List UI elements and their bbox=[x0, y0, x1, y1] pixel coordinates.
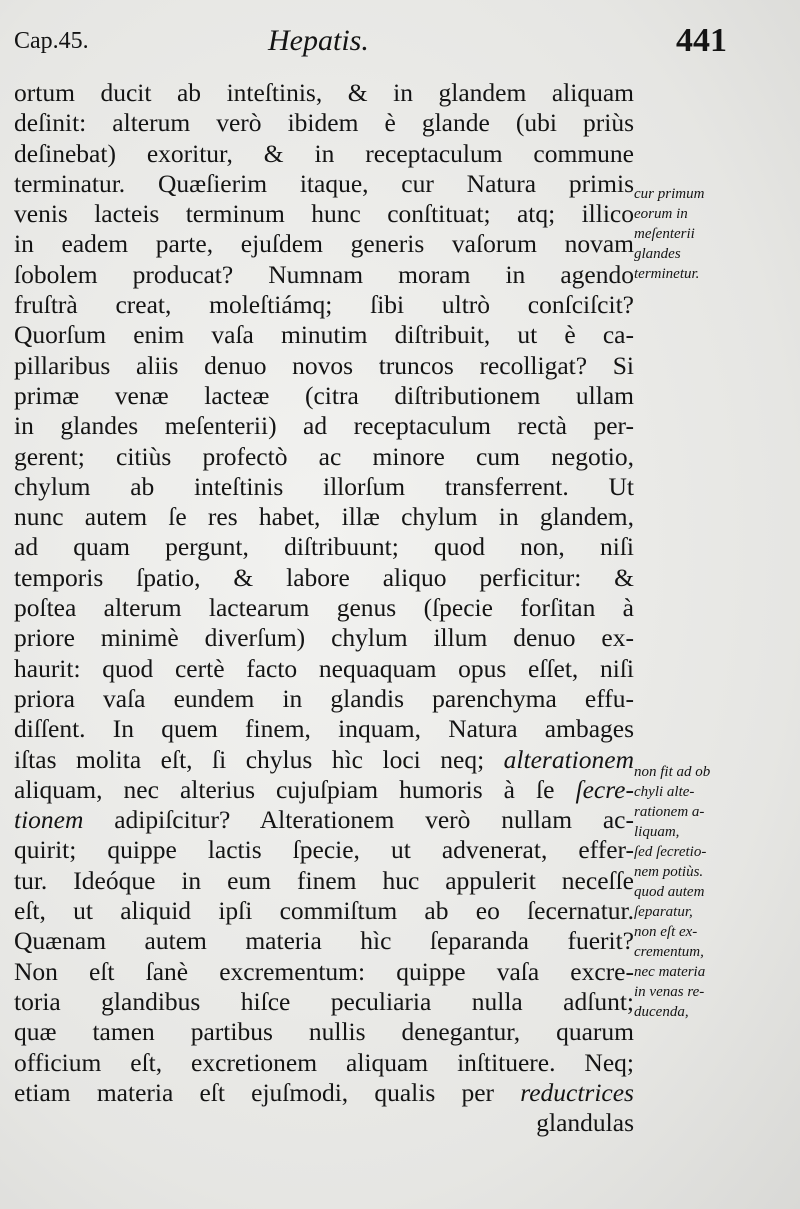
text-line: ſobolem producat? Numnam moram in agendo bbox=[14, 259, 634, 289]
text-line: primæ venæ lacteæ (citra diſtributionem ullam bbox=[14, 380, 634, 410]
text-line: tur. Ideóque in eum finem huc appulerit neceſſe bbox=[14, 865, 634, 895]
chapter-heading: Cap.45. bbox=[14, 28, 89, 54]
page-number: 441 bbox=[676, 22, 727, 59]
margin-note-line: eorum in bbox=[634, 206, 688, 222]
text-line: haurit: quod certè facto nequaquam opus eſſet, niſi bbox=[14, 653, 634, 683]
margin-note-line: rationem a- bbox=[634, 804, 705, 820]
text-line: priore minimè diverſum) chylum illum denuo ex- bbox=[14, 623, 634, 653]
text-line: in glandes meſenterii) ad receptaculum rectà per- bbox=[14, 411, 634, 441]
text-line: chylum ab inteſtinis illorſum transferrent. Ut bbox=[14, 471, 634, 501]
text-line: Quænam autem materia hìc ſeparanda fuerit? bbox=[14, 926, 634, 956]
text-line: etiam materia eſt ejuſmodi, qualis per reductrices bbox=[14, 1077, 634, 1107]
text-line: quirit; quippe lactis ſpecie, ut advenerat, effer- bbox=[14, 835, 634, 865]
text-line: toria glandibus hiſce peculiaria nulla adſunt; bbox=[14, 986, 634, 1016]
text-line: fruſtrà creat, moleſtiámq; ſibi ultrò conſciſcit? bbox=[14, 290, 634, 320]
text-line: in eadem parte, ejuſdem generis vaſorum novam bbox=[14, 229, 634, 259]
text-line: ortum ducit ab inteſtinis, & in glandem aliquam bbox=[14, 78, 634, 107]
text-line: Quorſum enim vaſa minutim diſtribuit, ut è ca- bbox=[14, 320, 634, 350]
text-line: officium eſt, excretionem aliquam inſtituere. Neq; bbox=[14, 1047, 634, 1077]
text-line: tionem adipiſcitur? Alterationem verò nullam ac- bbox=[14, 805, 634, 835]
text-line: ad quam pergunt, diſtribuunt; quod non, niſi bbox=[14, 532, 634, 562]
text-line: gerent; citiùs profectò ac minore cum negotio, bbox=[14, 441, 634, 471]
margin-note-line: chyli alte- bbox=[634, 784, 695, 800]
text-line: diſſent. In quem finem, inquam, Natura ambages bbox=[14, 714, 634, 744]
catchword: glandulas bbox=[536, 1108, 634, 1138]
margin-note-line: nem potiùs. bbox=[634, 864, 704, 880]
text-line: nunc autem ſe res habet, illæ chylum in glandem, bbox=[14, 502, 634, 532]
margin-note-line: meſenterii bbox=[634, 226, 695, 242]
margin-note-first bbox=[634, 184, 794, 284]
text-line: pillaribus aliis denuo novos truncos recolligat? Si bbox=[14, 350, 634, 380]
margin-note-line: liquam, bbox=[634, 824, 680, 840]
margin-note-second bbox=[634, 762, 794, 1022]
text-line: priora vaſa eundem in glandis parenchyma effu- bbox=[14, 683, 634, 713]
text-line: deſinebat) exoritur, & in receptaculum commune bbox=[14, 138, 634, 168]
margin-note-line: nec materia bbox=[634, 964, 706, 980]
margin-note-line: non eſt ex- bbox=[634, 924, 698, 940]
margin-note-line: cur primum bbox=[634, 186, 705, 202]
text-line: poſtea alterum lactearum genus (ſpecie forſitan à bbox=[14, 593, 634, 623]
margin-note-line: quod autem bbox=[634, 884, 705, 900]
margin-note-line: ſed ſecretio- bbox=[634, 844, 707, 860]
margin-note-line: non fit ad ob bbox=[634, 764, 711, 780]
text-line: terminatur. Quæſierim itaque, cur Natura primis bbox=[14, 168, 634, 198]
running-title: Hepatis. bbox=[268, 24, 369, 57]
margin-note-line: terminetur. bbox=[634, 266, 700, 282]
text-line: iſtas molita eſt, ſi chylus hìc loci neq; alterationem bbox=[14, 744, 634, 774]
body-text bbox=[14, 78, 634, 1138]
text-line: aliquam, nec alterius cujuſpiam humoris à ſe ſecre- bbox=[14, 774, 634, 804]
margin-note-line: glandes bbox=[634, 246, 681, 262]
margin-note-line: ducenda, bbox=[634, 1004, 689, 1020]
text-line: eſt, ut aliquid ipſi commiſtum ab eo ſecernatur. bbox=[14, 896, 634, 926]
text-line: deſinit: alterum verò ibidem è glande (ubi priùs bbox=[14, 108, 634, 138]
text-line: temporis ſpatio, & labore aliquo perficitur: & bbox=[14, 562, 634, 592]
margin-note-line: crementum, bbox=[634, 944, 704, 960]
text-line: Non eſt ſanè excrementum: quippe vaſa excre- bbox=[14, 956, 634, 986]
margin-note-line: ſeparatur, bbox=[634, 904, 693, 920]
text-line: quæ tamen partibus nullis denegantur, quarum bbox=[14, 1017, 634, 1047]
text-line: venis lacteis terminum hunc conſtituat; atq; illico bbox=[14, 199, 634, 229]
margin-note-line: in venas re- bbox=[634, 984, 705, 1000]
